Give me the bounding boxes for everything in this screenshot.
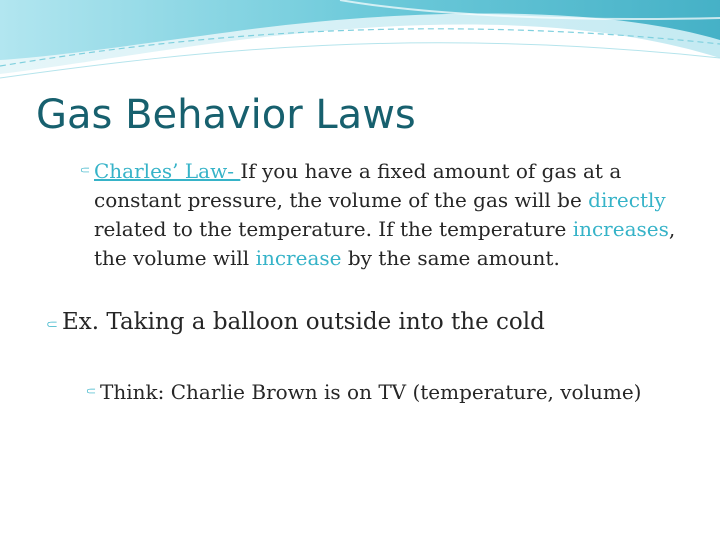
charles-law-term: Charles’ Law- [94, 159, 241, 183]
accent-word: increase [255, 246, 342, 270]
decorative-banner [0, 0, 720, 90]
bullet-text: , the volume will [94, 217, 676, 270]
bullet-example [44, 308, 682, 337]
curved-bullet-icon: ⸦ [78, 163, 92, 179]
curved-bullet-icon: ⸦ [84, 384, 98, 400]
bullet-text: Think: Charlie Brown is on TV (temperature, volume) [100, 380, 642, 404]
bullet-text: If you have a fixed amount of gas at a constant pressure, the volume of the gas will be [94, 159, 622, 212]
bullet-charles-law [78, 157, 694, 273]
accent-word: increases [572, 217, 669, 241]
bullet-text: by the same amount. [341, 246, 560, 270]
slide-title: Gas Behavior Laws [36, 92, 416, 138]
bullet-text: Ex. Taking a balloon outside into the cold [62, 309, 545, 335]
bullet-mnemonic [84, 378, 700, 407]
curved-bullet-icon: ⸦ [44, 315, 61, 334]
bullet-text: related to the temperature. If the temperature [94, 217, 573, 241]
accent-word: directly [588, 188, 666, 212]
